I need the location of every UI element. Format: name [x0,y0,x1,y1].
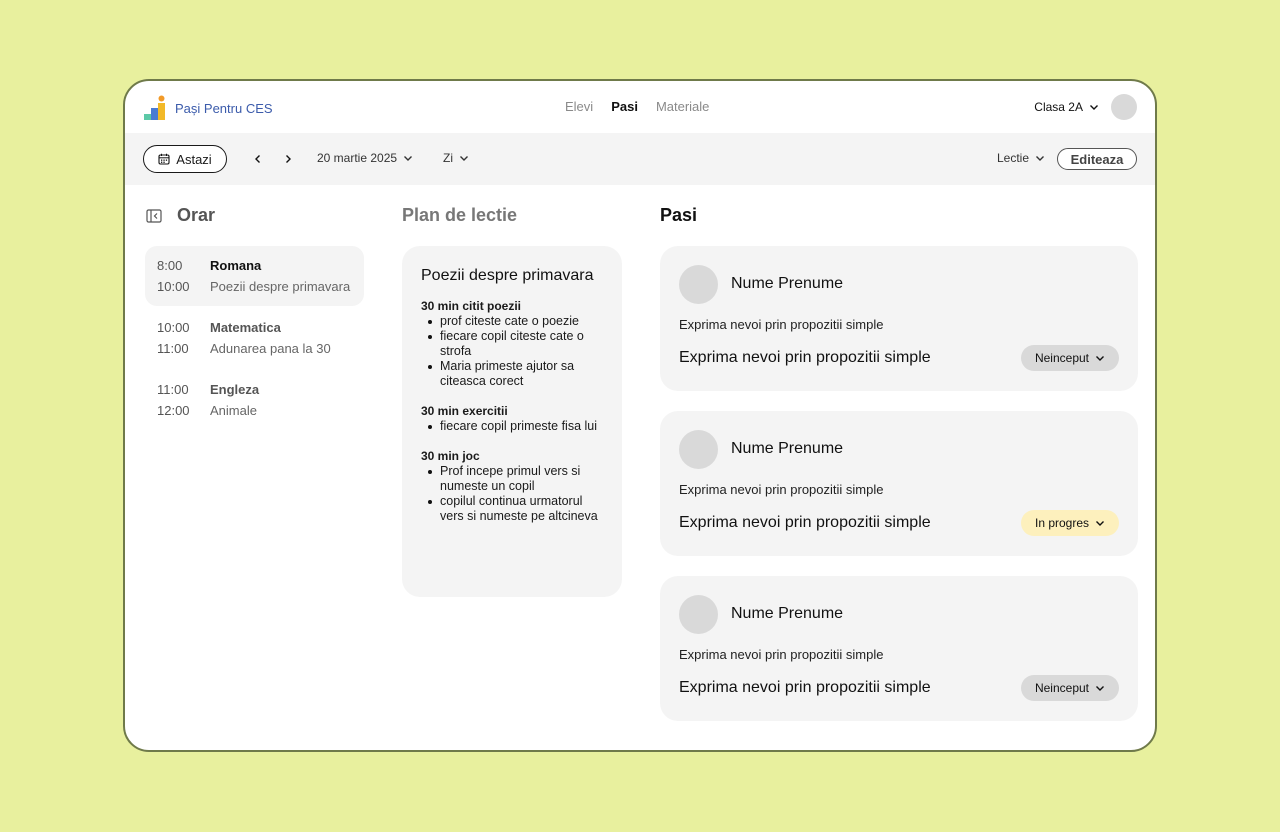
logo-mark-icon [143,95,169,121]
step-goal: Exprima nevoi prin propozitii simple [679,514,931,531]
schedule-end-time: 11:00 [157,341,189,356]
chevron-down-icon [403,153,413,163]
chevron-down-icon [1095,683,1105,693]
step-card [660,576,1138,721]
calendar-icon [158,153,170,165]
student-name: Nume Prenume [731,275,844,292]
next-day-button[interactable] [278,149,298,169]
sidebar-collapse-icon[interactable] [146,208,162,224]
toolbar [125,133,1155,185]
schedule-start-time: 8:00 [157,258,183,273]
steps-list [660,246,1138,741]
lesson-plan-section [421,299,603,389]
schedule-subject: Romana [210,258,262,273]
chevron-down-icon [1089,102,1099,112]
chevron-right-icon [283,154,293,164]
schedule-item-engleza[interactable] [145,370,364,430]
today-button[interactable] [143,145,227,173]
student-avatar [679,595,718,634]
lesson-plan-bullet: fiecare copil primeste fisa lui [421,419,603,434]
pasi-title: Pasi [660,205,698,225]
lesson-plan-bullet: Prof incepe primul vers si numeste un copil [421,464,603,494]
schedule-start-time: 10:00 [157,320,190,335]
student-name: Nume Prenume [731,440,844,457]
lesson-plan-bullet: prof citeste cate o poezie [421,314,603,329]
step-card [660,246,1138,391]
step-card [660,411,1138,556]
schedule-topic: Animale [210,403,257,418]
today-label: Astazi [176,151,212,167]
edit-button[interactable]: Editeaza [1057,148,1137,170]
status-label: In progres [1034,516,1090,530]
chevron-left-icon [253,154,263,164]
step-description: Exprima nevoi prin propozitii simple [679,482,884,497]
lesson-plan-section [421,449,603,524]
lesson-plan-section-title: 30 min joc [421,449,480,463]
student-avatar [679,265,718,304]
step-description: Exprima nevoi prin propozitii simple [679,317,884,332]
lesson-plan-heading: Poezii despre primavara [421,267,594,284]
schedule-end-time: 10:00 [157,279,190,294]
date-select[interactable] [317,151,413,165]
plan-title: Plan de lectie [402,205,518,225]
user-avatar[interactable] [1111,94,1137,120]
status-dropdown[interactable] [1021,675,1119,701]
schedule-subject: Matematica [210,320,281,335]
lesson-plan-bullet: Maria primeste ajutor sa citeasca corect [421,359,603,389]
status-dropdown[interactable] [1021,345,1119,371]
schedule-topic: Adunarea pana la 30 [210,341,331,356]
lesson-plan-section [421,404,603,434]
lesson-plan-card [402,246,622,597]
logo[interactable] [143,95,273,121]
lesson-plan-bullet: copilul continua urmatorul vers si numeste pe altcineva [421,494,603,524]
schedule-item-romana[interactable] [145,246,364,306]
status-label: Neinceput [1034,351,1090,365]
mode-label: Lectie [996,151,1029,165]
status-dropdown[interactable] [1021,510,1119,536]
chevron-down-icon [1035,153,1045,163]
step-goal: Exprima nevoi prin propozitii simple [679,349,931,366]
lesson-plan-section-title: 30 min citit poezii [421,299,522,313]
view-label: Zi [443,151,453,165]
prev-day-button[interactable] [248,149,268,169]
schedule-start-time: 11:00 [157,382,189,397]
student-avatar [679,430,718,469]
schedule-topic: Poezii despre primavara [210,279,351,294]
nav-item-elevi[interactable]: Elevi [565,99,594,114]
schedule-subject: Engleza [210,382,260,397]
date-label: 20 martie 2025 [317,151,398,165]
app-window [123,79,1157,752]
class-select-label: Clasa 2A [1034,100,1083,114]
orar-title: Orar [177,205,216,225]
lesson-plan-section-title: 30 min exercitii [421,404,508,418]
logo-text: Pași Pentru CES [175,100,273,116]
student-name: Nume Prenume [731,605,844,622]
mode-select[interactable] [997,151,1045,165]
view-select[interactable] [443,151,469,165]
chevron-down-icon [459,153,469,163]
nav-item-pasi[interactable]: Pasi [611,99,638,114]
chevron-down-icon [1095,518,1105,528]
status-label: Neinceput [1034,681,1090,695]
step-goal: Exprima nevoi prin propozitii simple [679,679,931,696]
step-description: Exprima nevoi prin propozitii simple [679,647,884,662]
chevron-down-icon [1095,353,1105,363]
class-select[interactable] [1034,100,1099,114]
lesson-plan-bullet: fiecare copil citeste cate o strofa [421,329,603,359]
main-nav [565,99,709,114]
nav-item-materiale[interactable]: Materiale [655,99,710,114]
schedule-end-time: 12:00 [157,403,190,418]
top-header [125,81,1155,133]
schedule-item-matematica[interactable] [145,308,364,368]
schedule-list [145,246,364,430]
